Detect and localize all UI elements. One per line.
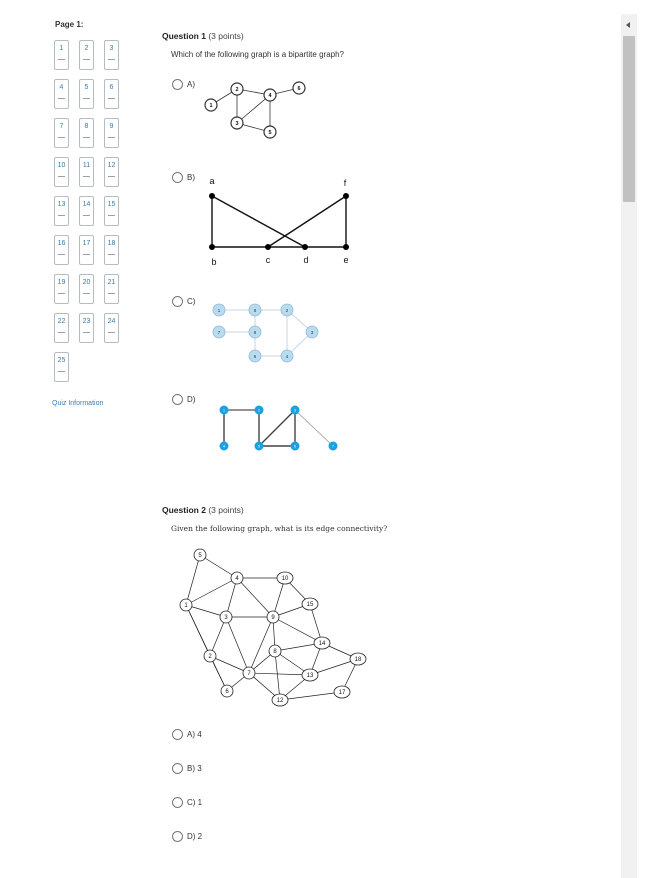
scrollbar-thumb[interactable] [623,36,635,202]
graph-c-node: 2 [285,308,289,313]
nav-status-dash [83,176,90,177]
graph-b [200,170,360,270]
nav-question-5-button[interactable] [79,79,94,109]
nav-status-dash [58,293,65,294]
graph-q2 [170,545,370,710]
nav-question-15-button[interactable] [104,196,119,226]
question-1-text: Which of the following graph is a bipartite graph? [171,50,344,59]
nav-question-10-button[interactable] [54,157,69,187]
graph-a-node: 6 [297,86,301,92]
q2-option-b-label: B) 3 [187,764,202,773]
question-2-text: Given the following graph, what is its edge connectivity? [171,524,388,533]
nav-question-18-button[interactable] [104,235,119,265]
q2-option-d-radio[interactable] [172,831,183,842]
nav-question-6-button[interactable] [104,79,119,109]
graph-q2-node: 8 [273,649,277,655]
nav-question-number: 7 [59,123,64,130]
question-1-heading: Question 1 [162,31,206,41]
graph-b-node-label: c [265,255,271,265]
nav-question-22-button[interactable] [54,313,69,343]
graph-a-node: 5 [268,130,272,136]
graph-q2-node: 10 [281,576,289,582]
graph-c-node: 9 [253,330,257,335]
nav-status-dash [58,59,65,60]
q1-option-d-label: D) [187,395,196,404]
graph-d-node: 5 [258,444,260,449]
nav-question-4-button[interactable] [54,79,69,109]
graph-a-node: 4 [268,93,272,99]
graph-c-node: 1 [217,308,221,313]
nav-question-11-button[interactable] [79,157,94,187]
q1-option-b-radio[interactable] [172,172,183,183]
graph-d-node: 6 [294,444,296,449]
graph-b-node-label: f [343,178,347,188]
nav-question-number: 21 [107,279,116,286]
nav-status-dash [83,293,90,294]
graph-q2-node: 13 [306,673,314,679]
nav-status-dash [83,215,90,216]
nav-question-12-button[interactable] [104,157,119,187]
nav-question-3-button[interactable] [104,40,119,70]
nav-status-dash [58,254,65,255]
nav-question-number: 11 [82,162,91,169]
q2-option-a-label: A) 4 [187,730,202,739]
nav-question-8-button[interactable] [79,118,94,148]
nav-status-dash [108,59,115,60]
nav-status-dash [108,215,115,216]
question-1-title [162,31,244,41]
nav-status-dash [108,254,115,255]
graph-q2-node: 3 [224,615,228,621]
q1-option-d-radio[interactable] [172,394,183,405]
graph-q2-node: 7 [247,671,251,677]
q1-option-a-radio[interactable] [172,79,183,90]
page-label: Page 1: [55,20,84,29]
nav-question-number: 25 [57,357,66,364]
graph-c-node: 8 [253,308,257,313]
graph-q2-node: 5 [198,553,202,559]
scroll-up-arrow-icon[interactable] [626,22,630,28]
nav-question-number: 20 [82,279,91,286]
q2-option-c-label: C) 1 [187,798,203,807]
graph-d-node: 1 [223,408,225,413]
graph-b-node-label: d [303,255,309,265]
graph-q2-node: 9 [271,615,275,621]
graph-c-node: 4 [285,354,289,359]
nav-question-19-button[interactable] [54,274,69,304]
question-2-points: (3 points) [208,505,244,515]
graph-d-node: 7 [332,444,334,449]
graph-c [205,300,325,370]
nav-question-9-button[interactable] [104,118,119,148]
nav-question-number: 24 [107,318,116,325]
nav-question-number: 5 [84,84,89,91]
graph-a [195,75,315,145]
nav-question-number: 10 [57,162,66,169]
graph-a-node: 1 [209,103,213,109]
question-2-title [162,505,244,515]
q1-option-b-label: B) [187,173,195,182]
nav-question-25-button[interactable] [54,352,69,382]
question-1-points: (3 points) [208,31,244,41]
nav-status-dash [58,332,65,333]
nav-question-number: 1 [59,45,64,52]
nav-question-24-button[interactable] [104,313,119,343]
nav-question-13-button[interactable] [54,196,69,226]
nav-status-dash [58,215,65,216]
nav-status-dash [58,176,65,177]
nav-question-number: 13 [57,201,66,208]
nav-status-dash [108,98,115,99]
nav-status-dash [83,59,90,60]
q2-option-d-label: D) 2 [187,832,203,841]
q1-option-c-label: C) [187,297,196,306]
nav-status-dash [108,176,115,177]
nav-question-number: 3 [109,45,114,52]
nav-question-23-button[interactable] [79,313,94,343]
nav-question-number: 4 [59,84,64,91]
nav-question-17-button[interactable] [79,235,94,265]
graph-q2-node: 6 [225,689,229,695]
graph-b-node-label: e [343,255,349,265]
nav-question-number: 22 [57,318,66,325]
graph-c-node: 3 [310,330,314,335]
q2-option-c-radio[interactable] [172,797,183,808]
graph-q2-node: 15 [306,602,314,608]
nav-question-number: 2 [84,45,89,52]
nav-status-dash [58,371,65,372]
graph-q2-node: 1 [184,603,188,609]
graph-b-node-label: a [209,176,215,186]
nav-question-number: 15 [107,201,116,208]
graph-d [215,400,345,460]
nav-question-number: 23 [82,318,91,325]
nav-question-20-button[interactable] [79,274,94,304]
nav-question-number: 14 [82,201,91,208]
nav-question-number: 19 [57,279,66,286]
nav-status-dash [108,332,115,333]
q1-option-a-label: A) [187,80,195,89]
graph-a-node: 2 [235,87,239,93]
nav-question-16-button[interactable] [54,235,69,265]
graph-a-node: 3 [235,121,239,127]
nav-status-dash [58,98,65,99]
nav-question-7-button[interactable] [54,118,69,148]
nav-question-number: 6 [109,84,114,91]
nav-status-dash [108,137,115,138]
q2-option-a-radio[interactable] [172,729,183,740]
nav-question-21-button[interactable] [104,274,119,304]
nav-status-dash [83,254,90,255]
graph-d-node: 2 [258,408,260,413]
graph-q2-node: 2 [208,654,212,660]
nav-question-number: 8 [84,123,89,130]
nav-question-number: 12 [107,162,116,169]
graph-q2-node: 12 [276,698,284,704]
nav-question-14-button[interactable] [79,196,94,226]
nav-status-dash [83,137,90,138]
graph-d-node: 3 [294,408,296,413]
graph-q2-node: 18 [354,657,362,663]
nav-question-number: 17 [82,240,91,247]
graph-d-node: 4 [223,444,225,449]
q1-option-c-radio[interactable] [172,296,183,307]
nav-status-dash [83,98,90,99]
question-2-heading: Question 2 [162,505,206,515]
graph-q2-node: 4 [235,576,239,582]
nav-question-number: 9 [109,123,114,130]
nav-question-1-button[interactable] [54,40,69,70]
nav-question-2-button[interactable] [79,40,94,70]
nav-question-number: 16 [57,240,66,247]
graph-c-node: 7 [217,330,221,335]
graph-q2-node: 17 [338,690,346,696]
nav-status-dash [83,332,90,333]
nav-status-dash [58,137,65,138]
nav-question-number: 18 [107,240,116,247]
graph-c-node: 6 [253,354,257,359]
graph-q2-node: 14 [318,641,326,647]
nav-status-dash [108,293,115,294]
graph-b-node-label: b [211,257,217,267]
quiz-information-link[interactable]: Quiz Information [52,400,104,407]
q2-option-b-radio[interactable] [172,763,183,774]
